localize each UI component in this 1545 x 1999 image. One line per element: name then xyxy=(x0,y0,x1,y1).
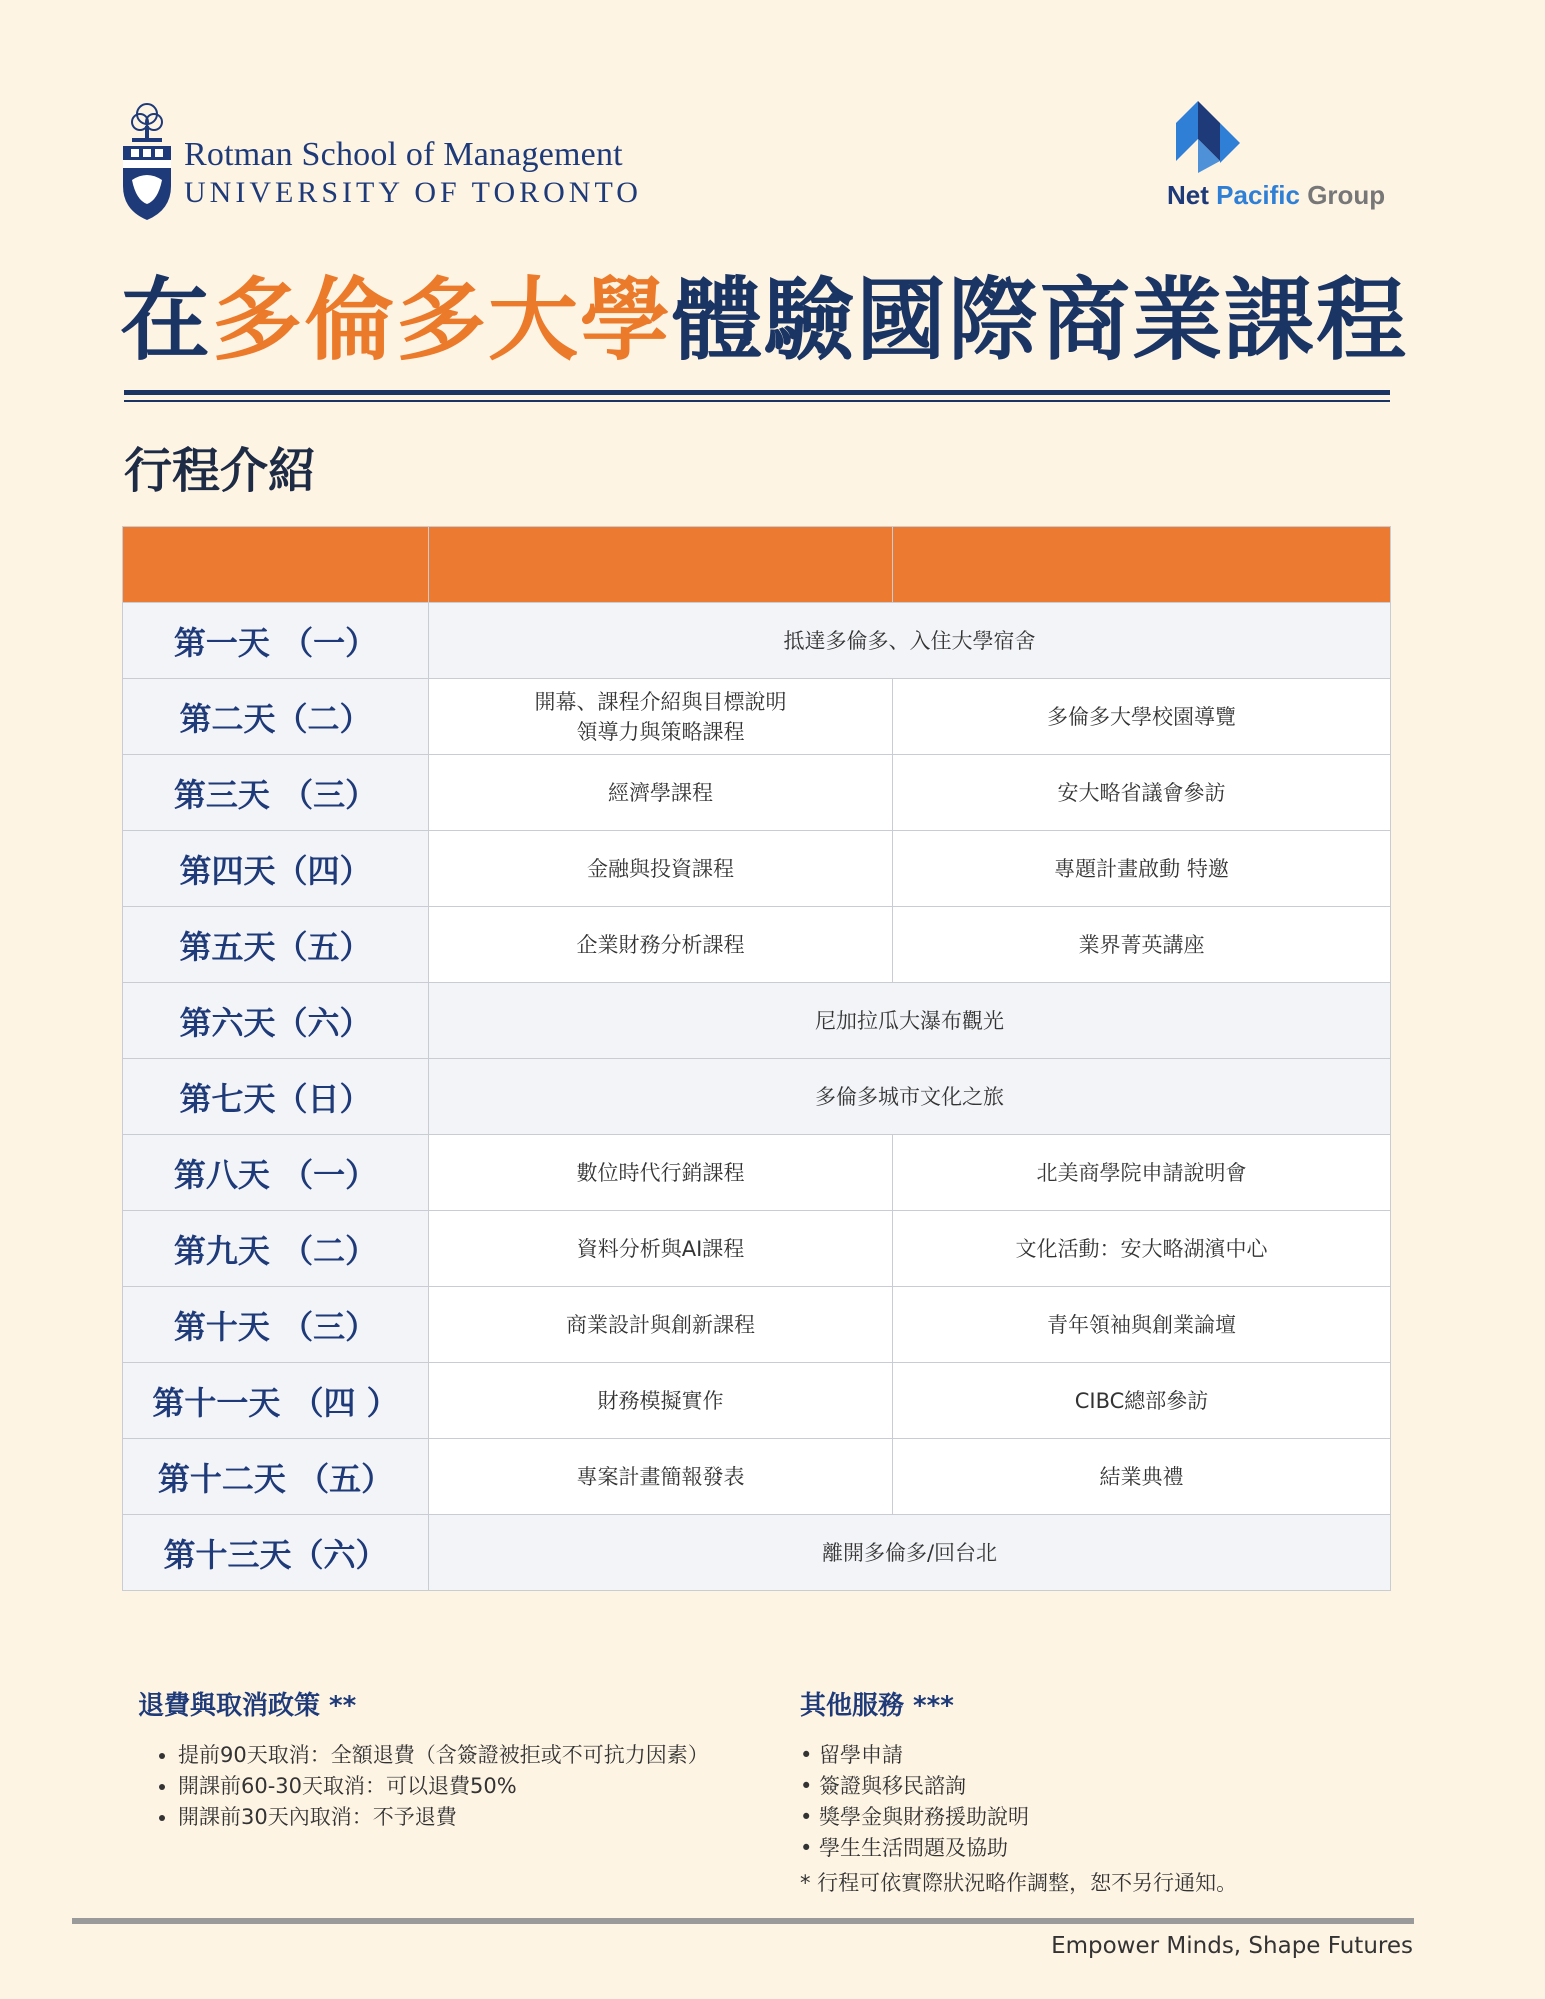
day-label: 第九天 （二） xyxy=(123,1211,429,1287)
table-row xyxy=(123,1135,1391,1211)
first-activity: 財務模擬實作 xyxy=(429,1363,893,1439)
first-activity: 資料分析與AI課程 xyxy=(429,1211,893,1287)
table-row xyxy=(123,603,1391,679)
refund-policy-list xyxy=(138,1740,778,1833)
rotman-school-name: Rotman School of Management xyxy=(184,136,623,173)
day-label: 第一天 （一） xyxy=(123,603,429,679)
full-day-activity: 離開多倫多/回台北 xyxy=(429,1515,1391,1591)
list-item: • 開課前60-30天取消：可以退費50% xyxy=(178,1771,778,1802)
table-row xyxy=(123,755,1391,831)
footer-divider xyxy=(72,1918,1414,1924)
table-row xyxy=(123,1287,1391,1363)
list-item: • 學生生活問題及協助 xyxy=(800,1836,1009,1860)
second-activity: 專題計畫啟動 特邀 xyxy=(893,831,1391,907)
table-row xyxy=(123,907,1391,983)
table-row xyxy=(123,983,1391,1059)
second-activity: 業界菁英講座 xyxy=(893,907,1391,983)
npg-wordmark xyxy=(1167,180,1385,211)
footer-slogan: Empower Minds, Shape Futures xyxy=(1051,1933,1413,1959)
table-row xyxy=(123,1059,1391,1135)
first-activity: 金融與投資課程 xyxy=(429,831,893,907)
npg-word-pacific: Pacific xyxy=(1216,180,1300,210)
other-services-section xyxy=(800,1685,1400,1899)
first-activity: 專案計畫簡報發表 xyxy=(429,1439,893,1515)
title-divider-thick xyxy=(124,390,1390,395)
rotman-logo xyxy=(118,100,658,225)
list-item: • 簽證與移民諮詢 xyxy=(800,1774,967,1798)
day-label: 第二天（二） xyxy=(123,679,429,755)
refund-policy-section xyxy=(138,1685,778,1833)
title-part-3: 體驗國際商業課程 xyxy=(672,268,1408,373)
title-part-1: 在 xyxy=(120,268,212,373)
second-activity: 結業典禮 xyxy=(893,1439,1391,1515)
table-header-cell xyxy=(429,527,893,603)
n-logo-icon xyxy=(1168,95,1248,177)
second-activity: 安大略省議會參訪 xyxy=(893,755,1391,831)
first-activity: 開幕、課程介紹與目標說明 領導力與策略課程 xyxy=(429,679,893,755)
second-activity: 多倫多大學校園導覽 xyxy=(893,679,1391,755)
day-label: 第八天 （一） xyxy=(123,1135,429,1211)
table-row xyxy=(123,1439,1391,1515)
table-row xyxy=(123,679,1391,755)
day-label: 第十天 （三） xyxy=(123,1287,429,1363)
npg-word-net: Net xyxy=(1167,180,1209,210)
table-header-row xyxy=(123,527,1391,603)
table-row xyxy=(123,1515,1391,1591)
day-label: 第三天 （三） xyxy=(123,755,429,831)
schedule-table xyxy=(122,526,1391,1591)
day-label: 第六天（六） xyxy=(123,983,429,1059)
university-name: UNIVERSITY OF TORONTO xyxy=(184,176,642,209)
other-services-heading: 其他服務 *** xyxy=(800,1691,954,1721)
table-row xyxy=(123,1363,1391,1439)
list-item: • 獎學金與財務援助說明 xyxy=(800,1805,1030,1829)
day-label: 第四天（四） xyxy=(123,831,429,907)
day-label: 第十三天（六） xyxy=(123,1515,429,1591)
first-activity: 商業設計與創新課程 xyxy=(429,1287,893,1363)
table-row xyxy=(123,831,1391,907)
day-label: 第十一天 （四 ） xyxy=(123,1363,429,1439)
first-activity: 經濟學課程 xyxy=(429,755,893,831)
day-label: 第五天（五） xyxy=(123,907,429,983)
section-title: 行程介紹 xyxy=(124,443,317,499)
list-item: • 提前90天取消：全額退費（含簽證被拒或不可抗力因素） xyxy=(178,1740,778,1771)
second-activity: 文化活動：安大略湖濱中心 xyxy=(893,1211,1391,1287)
second-activity: 青年領袖與創業論壇 xyxy=(893,1287,1391,1363)
list-item: • 開課前30天內取消：不予退費 xyxy=(178,1802,778,1833)
full-day-activity: 多倫多城市文化之旅 xyxy=(429,1059,1391,1135)
day-label: 第七天（日） xyxy=(123,1059,429,1135)
second-activity: 北美商學院申請說明會 xyxy=(893,1135,1391,1211)
full-day-activity: 尼加拉瓜大瀑布觀光 xyxy=(429,983,1391,1059)
day-label: 第十二天 （五） xyxy=(123,1439,429,1515)
full-day-activity: 抵達多倫多、入住大學宿舍 xyxy=(429,603,1391,679)
table-row xyxy=(123,1211,1391,1287)
refund-policy-heading: 退費與取消政策 ** xyxy=(138,1691,357,1721)
title-part-2: 多倫多大學 xyxy=(212,268,672,373)
first-activity: 企業財務分析課程 xyxy=(429,907,893,983)
page-title xyxy=(120,266,1420,376)
table-header-cell xyxy=(123,527,429,603)
list-item: • 留學申請 xyxy=(800,1743,904,1767)
first-activity: 數位時代行銷課程 xyxy=(429,1135,893,1211)
university-crest-icon xyxy=(118,100,176,225)
title-divider-thin xyxy=(124,400,1390,402)
net-pacific-group-logo xyxy=(1160,95,1400,220)
npg-word-group: Group xyxy=(1307,180,1386,210)
table-header-cell xyxy=(893,527,1391,603)
schedule-note: * 行程可依實際狀況略作調整，恕不另行通知。 xyxy=(800,1871,1238,1895)
schedule-body xyxy=(123,603,1391,1591)
second-activity: CIBC總部參訪 xyxy=(893,1363,1391,1439)
